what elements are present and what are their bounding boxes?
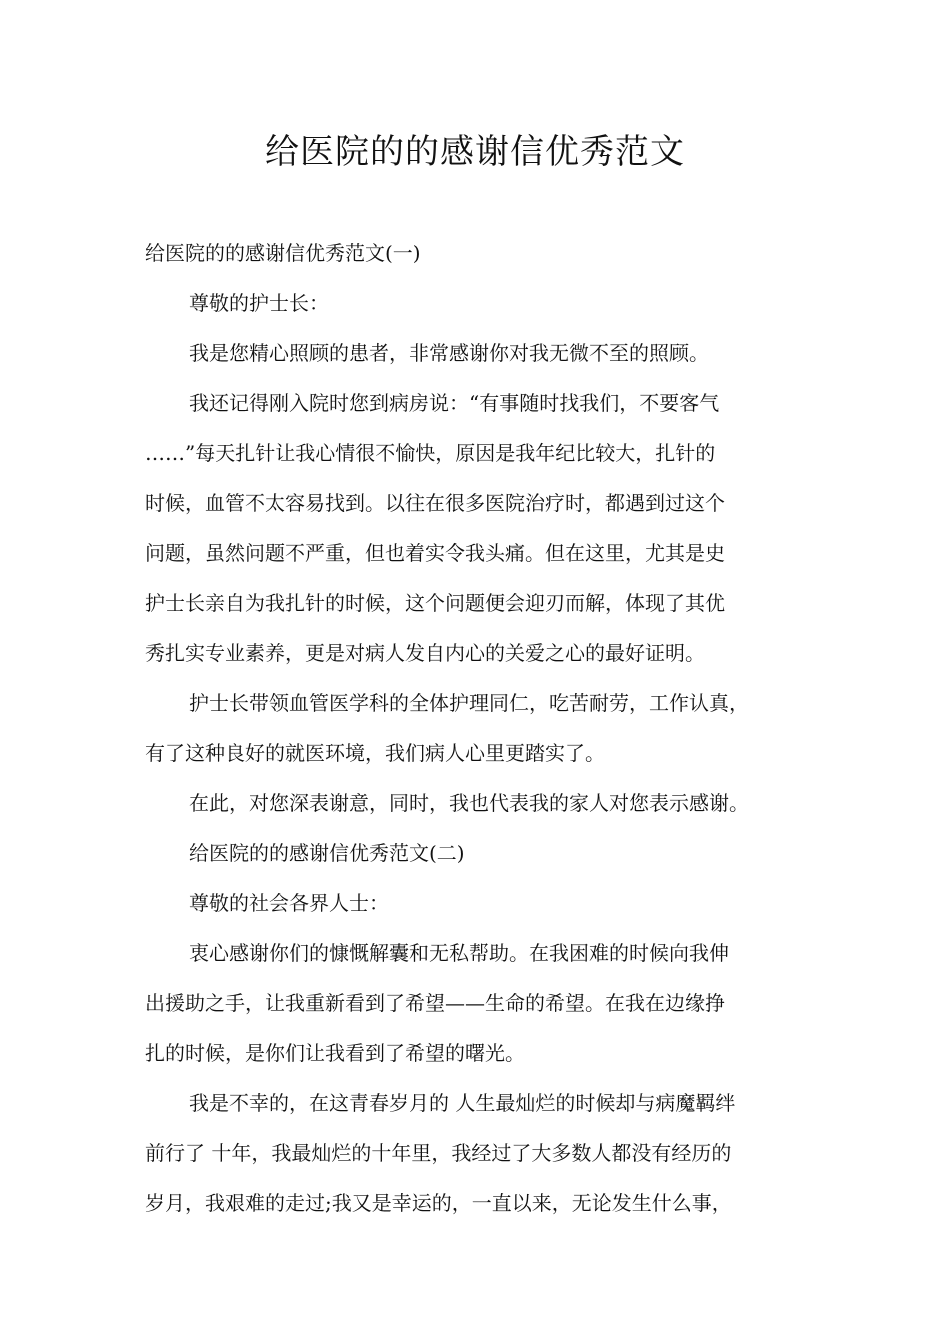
paragraph-line: 我还记得刚入院时您到病房说：“有事随时找我们，不要客气	[189, 391, 720, 415]
salutation-1: 尊敬的护士长：	[189, 291, 329, 315]
paragraph-line: 扎的时候，是你们让我看到了希望的曙光。	[145, 1041, 525, 1065]
paragraph-line: 衷心感谢你们的慷慨解囊和无私帮助。在我困难的时候向我伸	[189, 941, 729, 965]
paragraph-line: 护士长亲自为我扎针的时候，这个问题便会迎刃而解，体现了其优	[145, 591, 725, 615]
paragraph-line: 问题，虽然问题不严重，但也着实令我头痛。但在这里，尤其是史	[145, 541, 725, 565]
paragraph-line: 秀扎实专业素养，更是对病人发自内心的关爱之心的最好证明。	[145, 641, 705, 665]
paragraph-line: 在此，对您深表谢意，同时，我也代表我的家人对您表示感谢。	[189, 791, 749, 815]
paragraph-line: 岁月，我艰难的走过;我又是幸运的，一直以来，无论发生什么事，	[145, 1191, 732, 1215]
paragraph-line: 时候，血管不太容易找到。以往在很多医院治疗时，都遇到过这个	[145, 491, 725, 515]
paragraph-line: ……”每天扎针让我心情很不愉快，原因是我年纪比较大，扎针的	[145, 441, 716, 465]
paragraph-line: 我是您精心照顾的患者，非常感谢你对我无微不至的照顾。	[189, 341, 709, 365]
paragraph-line: 护士长带领血管医学科的全体护理同仁，吃苦耐劳，工作认真，	[189, 691, 749, 715]
paragraph-line: 有了这种良好的就医环境，我们病人心里更踏实了。	[145, 741, 605, 765]
document-title: 给医院的的感谢信优秀范文	[265, 132, 685, 172]
section-heading-2: 给医院的的感谢信优秀范文(二)	[189, 841, 465, 865]
paragraph-line: 出援助之手，让我重新看到了希望——生命的希望。在我在边缘挣	[145, 991, 725, 1015]
paragraph-line: 我是不幸的，在这青春岁月的 人生最灿烂的时候却与病魔羁绊	[189, 1091, 736, 1115]
section-heading-1: 给医院的的感谢信优秀范文(一)	[145, 241, 421, 265]
salutation-2: 尊敬的社会各界人士：	[189, 891, 389, 915]
document-body	[145, 228, 831, 1228]
paragraph-line: 前行了 十年，我最灿烂的十年里，我经过了大多数人都没有经历的	[145, 1141, 732, 1165]
